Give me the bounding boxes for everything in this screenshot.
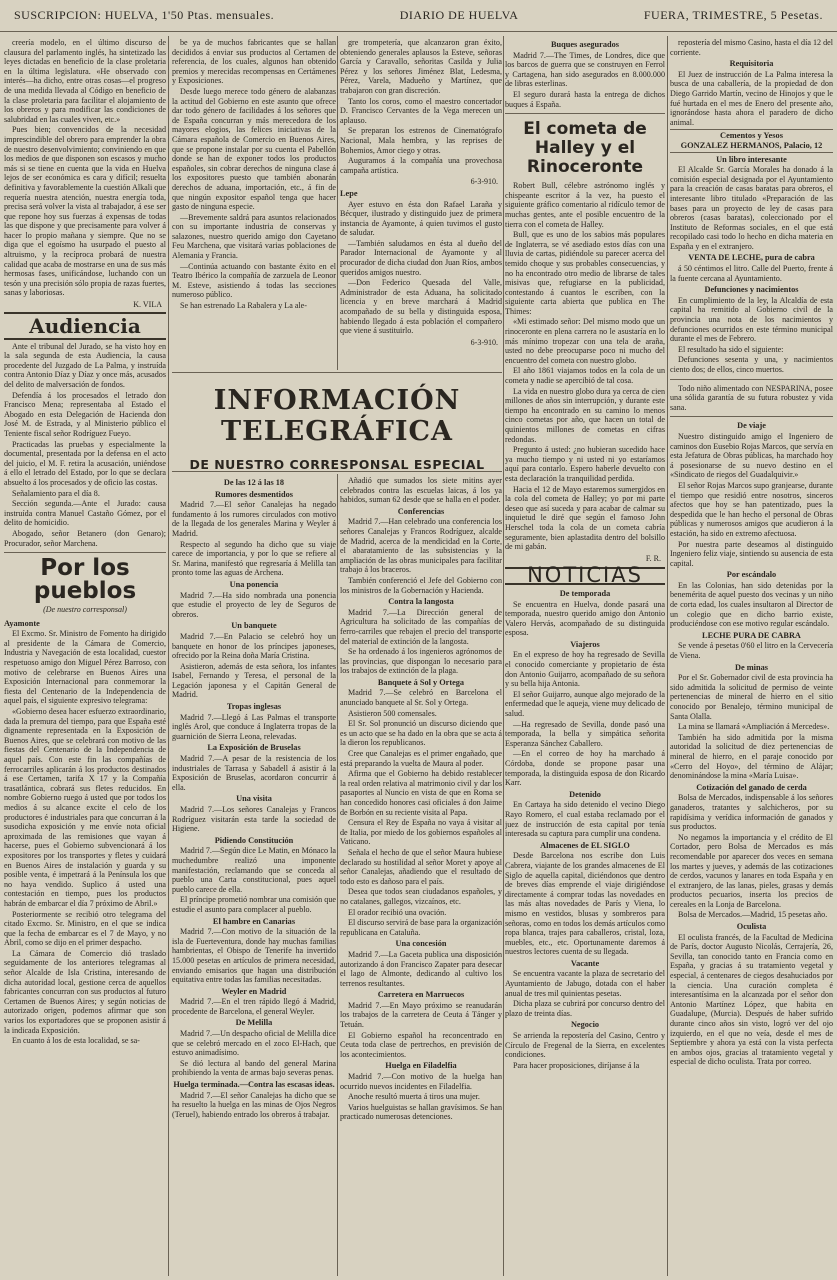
- column-3-bottom: [340, 476, 502, 1274]
- paragraph: Se preparan los estrenos de Cinematógrafo Nacional, Mala hembra, y las reprises de Bohemios, Amor ciego y otras.: [340, 126, 502, 155]
- paragraph: Madrid 7.—Con motivo de la situación de la isla de Fuerteventura, donde hay muchas familias hambrientas, el Obispo de Tenerife ha invertido 15.000 pesetas en artículos de primera necesidad, enviando emisarios que hagan una distribución equitativa entre todas las familias necesitadas.: [172, 927, 336, 985]
- paragraph: Bolsa de Mercados, indispensable á los señores ganaderos, tratantes y salchicheros, por su rapidísima y verídica información de ganados y sus productos.: [670, 793, 833, 832]
- paragraph: Madrid 7.—El señor Canalejas ha negado fundamento á los rumores circulados con motivo de la llegada de los generales Marina y Weyler á Madrid.: [172, 500, 336, 538]
- paragraph: El Alcalde Sr. García Morales ha donado á la comisión especial designada por el Ayuntamiento para la creación de casas baratas para obreros, el interesante libro titulado «Preparación de las bases para un proyecto de ley de casas para obreros (casas baratas), coleccionado por el Instituto de Reformas sociales, en el que está recopilado casi todo lo hecho en dicha materia en España y en el extranjero.: [670, 165, 833, 251]
- paragraph: Madrid 7.—La Gaceta publica una disposición autorizando á don Francisco Zapater para desecar el lago de Almonte, dedicando al cultivo los terrenos resultantes.: [340, 949, 502, 988]
- paragraph: Madrid 7.—Llegó á Las Palmas el transporte inglés Arol, que conduce á Inglaterra tropas de la guarnición de Sierra Leona, relevadas.: [172, 712, 336, 741]
- paragraph: Se ha ordenado á los ingenieros agrónomos de las provincias, que dispongan lo necesario para los trabajos de extinción de la plaga.: [340, 647, 502, 676]
- news-heading: De minas: [735, 662, 768, 672]
- news-heading: Almacenes de EL SIGLO: [540, 840, 630, 850]
- telegraph-subheadline: DE NUESTRO CORRESPONSAL ESPECIAL: [189, 457, 485, 472]
- column-1: [4, 38, 166, 1274]
- halley-article: [505, 181, 665, 552]
- news-heading: Viajeros: [570, 639, 600, 649]
- paragraph: —También saludamos en ésta al dueño del Parador Internacional de Ayamonte y al procurador de dicha ciudad don Juan Ríos, ambos queridos amigos nuestro.: [340, 238, 502, 277]
- paragraph: Madrid 7.—Ha sido nombrada una ponencia que estudie el proyecto de ley de Seguros de obreros.: [172, 590, 336, 619]
- column-2-bottom: [172, 476, 336, 1274]
- date-signature: 6-3-910.: [470, 177, 498, 187]
- paragraph: —En el correo de hoy ha marchado á Córdoba, donde se propone pasar una temporada, la distinguida esposa de don Ricardo Karr.: [505, 749, 665, 788]
- paragraph: En Cartaya ha sido detenido el vecino Diego Rayo Romero, el cual estaba reclamado por el juez de instrucción de esta capital por tenía interesada su captura para cumplir una condena.: [505, 800, 665, 839]
- paragraph: —Ha regresado de Sevilla, donde pasó una temporada, la bella y simpática señorita Esperanza Sánchez Caballero.: [505, 719, 665, 748]
- paragraph: El príncipe prometió nombrar una comisión que estudie el asunto para complacer al pueblo.: [172, 895, 336, 914]
- column-rule: [503, 36, 504, 1276]
- news-heading: De viaje: [737, 421, 766, 431]
- subscription-price: SUSCRIPCION: HUELVA, 1'50 Ptas. mensuales.: [14, 8, 275, 22]
- noticias-headline: NOTICIAS: [505, 567, 665, 585]
- news-heading: Requisitoria: [729, 59, 774, 69]
- paragraph: Añadió que sumados los siete mitins ayer celebrados contra las escuelas laicas, á los ya habidos, suman 62 desde que se halla en el poder.: [340, 476, 502, 505]
- news-heading: La Exposición de Bruselas: [207, 743, 301, 753]
- paragraph: Desde Barcelona nos escribe don Luis Cabrera, viajante de los grandes almacenes de El Siglo de aquella capital, diciéndonos que dentro de breves días emprende el viaje dirigiéndose directamente á comprar todas las novedades en las más altas novedades de París y Viena, lo mismo en vestidos, blusas y sombreros para señoras, como en todos los demás artículos como ropa blanca, trajes para caballeros, cristal, loza, muebles, etc., etc. Oportunamente daremos á nuestros lectores cuenta de su llegada.: [505, 851, 665, 957]
- paragraph: El señor Rojas Marcos supo granjearse, durante el tiempo que residió entre nosotros, sinceros afectos que hoy se han patentizado, pues la despedida que le han hecho el personal de Obras públicas y numerosos amigos que acudieron á la estación, ha sido en extremo afectuosa.: [670, 480, 833, 538]
- paragraph: Robert Bull, célebre astrónomo inglés y chispeante escritor á la vez, ha puesto el siguiente gráfico comentario al ridículo temor de muchas gentes, ante el posible encuentro de la tierra con el cometa de Halley.: [505, 181, 665, 229]
- paragraph: Señala el hecho de que el señor Maura hubiese declarado su hostilidad al señor Moret y apoye al señor Canalejas, añadiendo que el resultado de todo esto es dañoso para el país.: [340, 847, 502, 886]
- news-heading: Por escándalo: [726, 570, 777, 580]
- paragraph: Defendía á los procesados el letrado don Francisco Mena; representaba al Estado el Abogado en esta Delegación de Hacienda don José M. de Estrada, y al Ministerio público el Teniente fiscal señor Rodríguez Fueyo.: [4, 390, 166, 438]
- column-rule: [337, 36, 338, 370]
- news-heading: Un banquete: [231, 621, 277, 631]
- paragraph: El Juez de instrucción de La Palma interesa la busca de una caballería, de la propiedad de don Diego Garrido Martín, vecino de Hinojos y que le fué hurtada en el mes de Enero del presente año, ignorándose hasta ahora el paradero de dicho animal.: [670, 69, 833, 127]
- telegraph-news-list: [340, 476, 502, 1122]
- place-heading: Lepe: [340, 188, 358, 198]
- news-heading: Buques asegurados: [550, 40, 619, 49]
- paragraph: También ha sido admitida por la misma autoridad la solicitud de diez pertenencias de mineral de hierro, en el paraje conocido por «Cerro del Hoyo», del término de Alájar; denominándose la mina «María Luisa».: [670, 732, 833, 781]
- news-heading: Pidiendo Constitución: [214, 835, 294, 845]
- news-heading: Tropas inglesas: [226, 702, 282, 712]
- news-heading: Oculista: [736, 922, 767, 932]
- divider: [670, 379, 833, 380]
- column-rule: [337, 474, 338, 1276]
- paragraph: Censura el Rey de España no vaya á visitar al de Italia, por miedo de los gobiernos españoles al Vaticano.: [340, 818, 502, 847]
- paragraph: Se arrienda la repostería del Casino, Centro y Círculo de Fregenal de la Sierra, en excelentes condiciones.: [505, 1031, 665, 1060]
- paragraph: Se encuentra vacante la plaza de secretario del Ayuntamiento de Jabugo, dotada con el haber anual de tres mil quinientas pesetas.: [505, 969, 665, 998]
- paragraph: Se han estrenado La Rabalera y La ale-: [180, 301, 307, 311]
- paragraph: Por nuestra parte deseamos al distinguido Ingeniero feliz viaje, sintiendo su ausencia de esta capital.: [670, 539, 833, 568]
- paragraph: Madrid 7.—Los señores Canalejas y Francos Rodríguez visitarán esta tarde la sociedad de Higiene.: [172, 805, 336, 834]
- divider: [4, 552, 166, 553]
- paragraph: Cree que Canalejas es el primer engañado, que está preparando la vuelta de Maura al poder.: [340, 749, 502, 768]
- paragraph: Posteriormente se recibió otro telegrama del citado Excmo. Sr. Ministro, en el que se indica que la fecha de embarcar es el 7 de Mayo, y no Abril, como se dijo en el primer despacho.: [4, 909, 166, 948]
- date-signature: 6-3-910.: [470, 337, 498, 347]
- paragraph: Anoche resultó muerta á tiros una mujer.: [348, 1092, 480, 1102]
- paragraph: Tanto los coros, como el maestro concertador D. Francisco Cervantes de la Vega merecen un aplauso.: [340, 96, 502, 125]
- paragraph: Madrid 7.—Con motivo de la huelga han ocurrido nuevos incidentes en Filadelfia.: [340, 1072, 502, 1091]
- paragraph: Asistieron, además de esta señora, los infantes Isabel, Fernando y Teresa, el personal de la Legación japonesa y el Capitán General de Madrid.: [172, 661, 336, 700]
- column-rule: [667, 36, 668, 1276]
- news-heading: Huelga terminada.—Contra las escasas ideas.: [173, 1080, 335, 1090]
- paragraph: Madrid 7.—Se celebró en Barcelona el anunciado banquete al Sr. Sol y Ortega.: [340, 688, 502, 708]
- paragraph: Bull, que es uno de los sabios más populares de Inglaterra, se vé asediado estos días con una lluvia de cartas, pidiéndole su parecer acerca del temido choque y sus probables consecuencias, y no ha encontrado otro medio de librarse de tales misivas que, refugiarse en la publicidad, contestando á cuantos le escriben, con la siguiente carta abierta que publica en The Thimes:: [505, 230, 665, 316]
- paragraph: La mina se llamará «Ampliación á Mercedes».: [678, 722, 830, 732]
- paragraph: El señor Guijarro, aunque algo mejorado de la enfermedad que le aqueja, viene muy delicado de salud.: [505, 689, 665, 719]
- paragraph: Madrid 7.—En el tren rápido llegó á Madrid, procedente de Barcelona, el general Weyler.: [172, 997, 336, 1016]
- paragraph: «Mi estimado señor: Del mismo modo que un rinoceronte en plena carrera no le asustaría en lo más mínimo tropezar con una tela de araña, usted no debe preocuparse poco ni mucho del encuentro del cometa con nuestro globo.: [505, 317, 665, 365]
- news-heading: Una ponencia: [229, 579, 279, 589]
- noticias-list: [505, 589, 665, 1071]
- news-heading: Defunciones y nacimientos: [704, 285, 799, 295]
- paragraph: Respecto al segundo ha dicho que su viaje carece de importancia, y por lo que se refiere al Sr. Marina, manifestó que regresaría á Melilla tan pronto tome las aguas de Archena.: [172, 539, 336, 578]
- advert-subtitle: GONZALEZ HERMANOS, Palacio, 12: [680, 140, 823, 150]
- news-list: [670, 38, 833, 1067]
- pueblos-headline: Por los pueblos: [33, 555, 137, 605]
- news-heading: Detenido: [569, 789, 601, 799]
- paragraph: Para hacer proposiciones, diríjanse á la: [513, 1060, 640, 1070]
- news-heading: Banquete á Sol y Ortega: [377, 677, 465, 687]
- paragraph: Varios huelguistas se hallan gravísimos. Se han practicado numerosas detenciones.: [340, 1102, 502, 1122]
- news-heading: Rumores desmentidos: [215, 489, 293, 499]
- paragraph: Pregunto á usted: ¿no hubieran sucedido hace ya mucho tiempo y ni usted ni yo estaríamos aquí para contarlo. Espero haberle devuelto con esta declaración la tranquilidad perdida.: [505, 445, 665, 483]
- news-heading: VENTA DE LECHE, pura de cabra: [688, 253, 815, 263]
- article-signature: F. R.: [645, 553, 661, 563]
- news-heading: Un libro interesante: [716, 154, 787, 164]
- paragraph: Defunciones sesenta y una, y nacimientos ciento dos; de ellos, cinco muertos.: [670, 355, 833, 374]
- paragraph: En cumplimiento de la ley, la Alcaldía de esta capital ha remitido al Gobierno civil de la provincia una nota de los nacimientos y defunciones ocurridos en este término municipal durante el mes de Febrero.: [670, 295, 833, 344]
- paragraph: Madrid 7.—A pesar de la resistencia de los industriales de Tarrasa y Sabadell á asistir á la Exposición de Bruselas, acordaron concurrir á ella.: [172, 754, 336, 792]
- column-rule: [168, 36, 169, 1276]
- halley-headline: El cometa de Halley y el Rinoceronte: [523, 119, 647, 178]
- telegraph-headline: INFORMACIÓN TELEGRÁFICA: [213, 385, 461, 447]
- place-heading: Ayamonte: [4, 618, 40, 628]
- paragraph: á 50 céntimos el litro. Calle del Puerto, frente á la fuente cercana al Ayuntamiento.: [670, 264, 833, 283]
- news-heading: Weyler en Madrid: [221, 986, 287, 996]
- column-4: [505, 38, 665, 1274]
- news-heading: Carretera en Marruecos: [377, 990, 465, 1000]
- paragraph: Desea que todos sean ciudadanos españoles, y no catalanes, gallegos, vizcaínos, etc.: [340, 887, 502, 906]
- paragraph: El orador recibió una ovación.: [348, 907, 447, 917]
- paragraph: —Don Federico Quesada del Valle, Administrador de esta Aduana, ha solicitado licencia y en breve marchará á Madrid acompañado de su bella y distinguida esposa, habiendo llegado á esta población el compañero que viene á sustituirlo.: [340, 278, 502, 336]
- audiencia-headline: Audiencia: [4, 312, 166, 340]
- paragraph: Afirma que el Gobierno ha debido restablecer la real orden relativa al matrimonio civil y dar los pasaportes al Nuncio en vista de que en Roma se han concedido honores casi oficiales á don Jaime de Borbón en su reciente visita al Papa.: [340, 769, 502, 817]
- paragraph: El Excmo. Sr. Ministro de Fomento ha dirigido al presidente de la Cámara de Comercio, Industria y Navegación de esta localidad, cuestor respetuoso amigo don Miguel Pérez Barroso, con motivo de celebrarse en Buenos Aires una Exposición Internacional para conmemorar la fiesta del Centenario de la Independencia de aquel país, el siguiente expresivo telegrama:: [4, 629, 166, 706]
- news-heading: Huelga en Filadelfia: [385, 1061, 457, 1071]
- paragraph: Madrid 7.—En Mayo próximo se reanudarán los trabajos de la carretera de Ceuta á Tánger y Tetuán.: [340, 1000, 502, 1030]
- paragraph: «Gobierno desea hacer esfuerzo extraordinario, dada la premura del tiempo, para que España esté dignamente representada en la Exposición de Buenos Aires, que se celebrará con motivo de las fiestas del Centenario de la Independencia de aquel país. Con este fin las compañías de ferrocarriles aplicarán á los productos destinados á ese Certamen, tarifa X 17 y la Compañía trasatlántica, cobrará sus fletes reducidos. En nombre Gobierno ruego á usted que por todos los medios á su alcance excite el celo de los productores é industriales para que concurran á la susodicha exposición y me envíe nota oficial aproximada de las remisiones que vayan á hacerse, pues el Gobierno subvencionará á los expositores por los transportes y fletes y cuidará en Buenos Aires de instalación y guarda y su posible venta, é impetrará á la Península los que no haya vendido. Suplico á usted una contestación en tiempo, pues los productos habrán de embarcar el día 7 próximo de Abril.»: [4, 707, 166, 908]
- paragraph: También conferenció el Jefe del Gobierno con los ministros de la Gobernación y Hacienda.: [340, 575, 502, 595]
- news-list: [505, 40, 665, 109]
- paragraph: El discurso servirá de base para la organización republicana en Cataluña.: [340, 918, 502, 937]
- paragraph: Ante el tribunal del Jurado, se ha visto hoy en la sala segunda de esta Audiencia, la causa procedente del Juzgado de La Palma, y instruída contra Antonio Díaz y Díaz y once más, acusados del delito de malversación de fondos.: [4, 341, 166, 389]
- paragraph: Auguramos á la compañía una provechosa campaña artística.: [340, 156, 502, 175]
- paragraph: Se dió lectura al bando del general Marina prohibiendo la venta de armas bajo severas penas.: [172, 1058, 336, 1078]
- paragraph: Madrid 7.—El señor Canalejas ha dicho que se ha resuelto la huelga en las minas de Ojos Negros (Teruel), habiendo entrado los obreros á trabajar.: [172, 1090, 336, 1119]
- paragraph: En las Colonias, han sido detenidas por la benemérita de aquel puesto dos vecinas y un niño de corta edad, los cuales insultaron al Director de un colegio que en dicho barrio existe, produciéndose con ese motivo regular escándalo.: [670, 580, 833, 629]
- column-3-top: [340, 38, 502, 368]
- paragraph: Nuestro distinguido amigo el Ingeniero de caminos don Eusebio Rojas Marcos, que servía en esta Jefatura de Obras públicas, ha marchado hoy á posesionarse de su nuevo destino en el «Sindicato de riegos del Guadalquivir.»: [670, 431, 833, 480]
- paragraph: El seguro durará hasta la entrega de dichos buques á España.: [505, 89, 665, 109]
- paragraph: Madrid 7.—La Dirección general de Agricultura ha solicitado de las compañías de ferro-carriles que rebajen el precio del transporte del material de extinción de la langosta.: [340, 607, 502, 646]
- telegraph-banner: [172, 372, 502, 472]
- pueblos-subtitle: (De nuestro corresponsal): [43, 605, 127, 615]
- paragraph: Abogado, señor Betanero (don Genaro); Procurador, señor Marchena.: [4, 528, 166, 548]
- paragraph: La Cámara de Comercio dió traslado seguidamente de los anteriores telegramas al señor Alcalde de Isla Cristina, interesando de dicha autoridad local, gestione cerca de aquellos fabricantes concurran con sus productos al futuro Certamen de Buenos Aires; y según noticias de autorizado origen, podemos afirmar que son varios los exportadores que se proponen asistir á la indicada Exposición.: [4, 948, 166, 1035]
- news-heading: De Melilla: [235, 1018, 273, 1028]
- paragraph: Sección segunda.—Ante el Jurado: causa instruída contra Manuel Castaño Gómez, por el delito de homicidio.: [4, 499, 166, 528]
- divider: [505, 113, 665, 114]
- paragraph: No negamos la importancia y el crédito de El Cortador, pero Bolsa de Mercados es más recomendable por aparecer dos veces en semana los martes y jueves, y además de las cotizaciones de cerdos, vacunos y lanares en toda España y en el extranjero, de las lanas, pieles, grasas y demás productos pecuarios, inserta los precios de cereales en la Lonja de Barcelona.: [670, 832, 833, 909]
- paragraph: El Sr. Sol pronunció un discurso diciendo que es un acto que se ha dado en la obra que se acta á la dieron los republicanos.: [340, 719, 502, 748]
- paragraph: be ya de muchos fabricantes que se hallan decididos á enviar sus productos al Certamen de referencia, de los cuales, algunos han obtenido premios y merecidas recompensas en Certámenes y Exposiciones.: [172, 38, 336, 86]
- dateline: De las 12 á las 18: [223, 478, 285, 487]
- paragraph: Pues bien; convencidos de la necesidad imprescindible del obrero para emprender la obra de nuestro desenvolvimiento; conviniendo en que los medios de que disponen son escasos y mucho más si se tiene en cuenta que la vida en Huelva lejos de ser económica es cara y difícil; resuelta definitiva y favorablemente la cuestión Alkali que requería nuestra atención, nuestra energía toda, precisa será volver la vista al trabajador, á ese ser que repone hoy sus fuerzas á expensas de todas las que dispone y que precisamente para volver á hacer lo propio mañana y siempre. Que no se diga que el egoísmo ha usurpado el puesto al altruismo, y la recíproca probará de nuestra calidad que acaba de mostrarse en una de sus más hermosas fases, unificándose, luchando con un tesón y una precisión sólo propia de razas fuertes, sanas y laboriosas.: [4, 125, 166, 298]
- page-header: [0, 0, 837, 32]
- paragraph: gre trompetería, que alcanzaron gran éxito, obteniendo generales aplausos la Esteve, señoras García y Caravallo, señoritas Casilda y Julia Pérez y los señores Jiménez Blat, Ledesma, Pérez, Varela, Madueño y Martínez, que trabajaron con gran discreción.: [340, 38, 502, 95]
- paragraph: Todo niño alimentado con NESPARINA, posee una sólida garantía de su futura robustez y vida sana.: [670, 383, 833, 412]
- news-heading: Cotización del ganado de cerda: [696, 782, 807, 792]
- paragraph: creería modelo, en el último discurso de clausura del parlamento inglés, ha sintetizado las leyes dictadas en beneficio de la clase proletaria en la última legislatura. «He observado con interés—ha dicho, entre otras cosas—el progreso de una medida llevada al Código en beneficio de la clase proletaria para facilitar el alojamiento de los obreros y para modificar las condiciones de salubridad en las cuales viven, etc.»: [4, 38, 166, 124]
- news-heading: Una visita: [236, 794, 272, 804]
- paragraph: En el expreso de hoy ha regresado de Sevilla el conocido comerciante y propietario de ésta don Antonio Guijarro, acompañado de su señora y su bella hija Antonia.: [505, 650, 665, 689]
- paragraph: Se encuentra en Huelva, donde pasará una temporada, nuestro querido amigo don Antonio Valero Hervás, acompañado de su distinguida esposa.: [505, 599, 665, 638]
- paragraph: —Continúa actuando con bastante éxito en el Teatro Ibérico la compañía de zarzuela de Leonor M. Esteve, asistiendo á todas las secciones numeroso público.: [172, 261, 336, 300]
- paragraph: Se vende á pesetas 0'60 el litro en la Cervecería de Viena.: [670, 641, 833, 661]
- paragraph: Desde luego merece todo género de alabanzas la actitud del Gobierno en este asunto que ofrece dar todo género de facilidades á los señores que de España concurran y más merecedora de los mayores elogios, las felices iniciativas de la Cámara española de Comercio en Buenos Aires, que se propone instalar por su cuenta el Pabellón donde se han de exponer todos los productos españoles, sin cobrar derechos de ninguna clase á los expositores puesto que también abonarán derechos de aduana, importación, etc., á fin de que ningún expositor español tenga que hacer gasto de ninguna especie.: [172, 86, 336, 212]
- paragraph: Señalamiento para el día 8.: [12, 488, 100, 498]
- advert-title: Cementos y Yesos: [720, 131, 783, 141]
- paragraph: —Brevemente saldrá para asuntos relacionados con su importante industria de conservas y salazones, nuestro querido amigo don Cayetano Feu Marchena, que visitará varias poblaciones de Alemania y Francia.: [172, 212, 336, 261]
- paragraph: El Gobierno español ha reconcentrado en Ceuta toda clase de pertrechos, en previsión de los acontecimientos.: [340, 1030, 502, 1059]
- paragraph: Bolsa de Mercados.—Madrid, 15 pesetas año.: [678, 910, 828, 920]
- paragraph: El resultado ha sido el siguiente:: [678, 344, 784, 354]
- telegraph-news-list: [172, 490, 336, 1120]
- newspaper-name: DIARIO DE HUELVA: [399, 8, 519, 22]
- out-of-town-price: FUERA, TRIMESTRE, 5 Pesetas.: [643, 8, 823, 22]
- news-heading: LECHE PURA DE CABRA: [702, 630, 801, 640]
- paragraph: La vida en nuestro globo dura ya cerca de cien millones de años sin interrupción, y durante este tiempo ha encontrado en su camino lo menos cinco cometas por año, que hacen un total de quinientos millones de cometas en cifras redondas.: [505, 386, 665, 444]
- paragraph: Asistieron 500 comensales.: [348, 708, 437, 718]
- paragraph: Dicha plaza se cubrirá por concurso dentro del plazo de treinta días.: [505, 999, 665, 1018]
- news-heading: De temporada: [559, 588, 611, 598]
- news-heading: Negocio: [570, 1020, 600, 1030]
- paragraph: Madrid 7.—Según dice Le Matin, en Mónaco la muchedumbre realizó una imponente manifestación, reclamando que se conceda al pueblo una Carta constitucional, pues aquel pueblo carece de ella.: [172, 846, 336, 894]
- news-heading: El hambre en Canarias: [212, 916, 296, 926]
- paragraph: El oculista francés, de la Facultad de Medicina de París, doctor Augusto Nicolás, Cerrajería, 26, Sevilla, tan conocido tanto en Francia como en España, y gracias á su tratamiento vegetal y especial, á centenares de ciegos desahuciados por la ciencia. Una curación completa é interesantísima en la alcanzada por el señor don Antonio Martínez López, que habita en Guadalupe, (Murcia). Después de haber sufrido durante cinco años sin visto, logró ver del ojo izquierdo, en el que no veía, desde el mes de Septiembre y ahora ya está con la vista perfecta en ambos ojos, gracias al tratamiento vegetal y especial de dicho oculista. Trata por correo.: [670, 932, 833, 1067]
- paragraph: Hacia el 12 de Mayo estaremos sumergidos en la cola del cometa de Halley; yo por mi parte deseo que así suceda y para acabar de calmar su inquietud le diré que según el famoso John Herschel toda la cola de un cometa cabría seguramente, bien aplastadita dentro del bolsillo de mi gabán.: [505, 484, 665, 552]
- paragraph: En cuanto á los de esta localidad, se sa-: [12, 1036, 140, 1046]
- paragraph: Practicadas las pruebas y especialmente la documental, presentada por la defensa en el acto del juicio, el M. F. retira la acusación, uniéndose á ello el letrado del Estado, por lo que se declara absuelto á los procesados y de oficio las costas.: [4, 439, 166, 487]
- paragraph: Madrid 7.—En Palacio se celebró hoy un banquete en honor de los príncipes japoneses, ofrecido por la Reina doña María Cristina.: [172, 631, 336, 661]
- paragraph: Madrid 7.—Un despacho oficial de Melilla dice que se celebró mercado en el zoco El-Hach, que estuvo animadísimo.: [172, 1029, 336, 1058]
- advert-box: [670, 129, 833, 152]
- column-5: [670, 38, 833, 1274]
- column-2-top: [172, 38, 336, 368]
- intro-article: [4, 38, 166, 310]
- news-heading: Conferencias: [397, 506, 445, 516]
- news-heading: Contra la langosta: [388, 597, 454, 607]
- paragraph: Por el Sr. Gobernador civil de esta provincia ha sido admitida la solicitud de permiso de veinte pertenencias de mineral de hierro en el sitio conocido por Benalejo, término municipal de Santa Olalla.: [670, 673, 833, 721]
- paragraph: Madrid 7.—The Times, de Londres, dice que los barcos de guerra que se construyen en Ferrol y Cartagena, han sido asegurados en 8.000.000 de libras esterlinas.: [505, 50, 665, 89]
- paragraph: El año 1861 viajamos todos en la cola de un cometa y nadie se apercibió de tal cosa.: [505, 366, 665, 386]
- divider: [670, 416, 833, 417]
- news-heading: Vacante: [570, 958, 600, 968]
- news-heading: Una concesión: [395, 939, 447, 949]
- article-signature: K. VILA: [133, 300, 162, 310]
- paragraph: repostería del mismo Casino, hasta el día 12 del corriente.: [670, 38, 833, 57]
- paragraph: Ayer estuvo en ésta don Rafael Laraña y Bécquer, ilustrado y distinguido juez de primera instancia de Ayamonte, á quien tuvimos el gusto de saludar.: [340, 199, 502, 238]
- paragraph: Madrid 7.—Han celebrado una conferencia los señores Canalejas y Francos Rodríguez, alcalde de Madrid, acerca de la mendicidad en la Corte, el abaratamiento de las subsistencias y la ampliación de las obras municipales para facilitar trabajo á los braceros.: [340, 517, 502, 575]
